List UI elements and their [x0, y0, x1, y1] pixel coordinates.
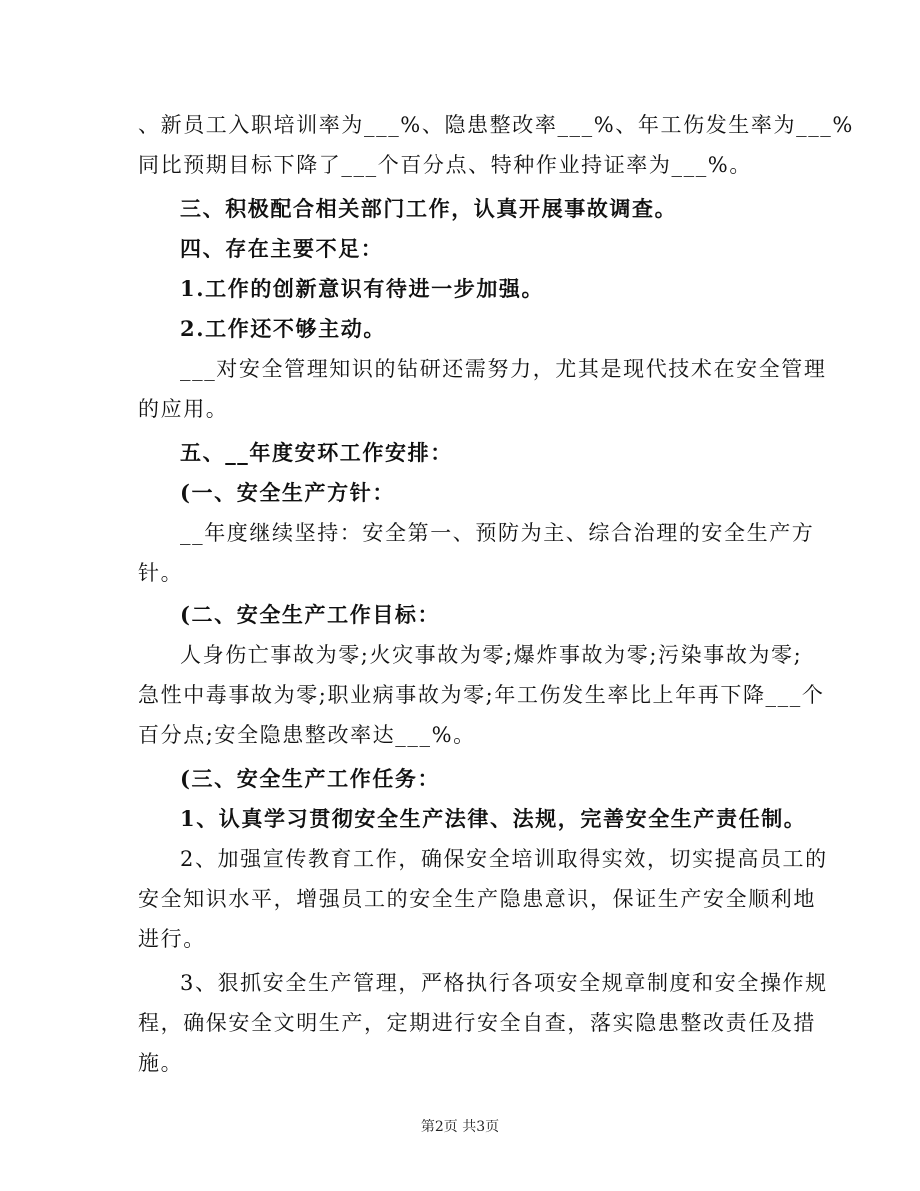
- body-text-line: 3、狠抓安全生产管理，严格执行各项安全规章制度和安全操作规: [180, 971, 828, 995]
- section-heading: 五、__年度安环工作安排：: [180, 440, 453, 465]
- body-text-line: ___对安全管理知识的钻研还需努力，尤其是现代技术在安全管理: [180, 357, 827, 381]
- body-text-line: 人身伤亡事故为零;火灾事故为零;爆炸事故为零;污染事故为零;: [180, 643, 803, 667]
- list-item: 1、认真学习贯彻安全生产法律、法规，完善安全生产责任制。: [180, 806, 807, 831]
- body-text-line: 急性中毒事故为零;职业病事故为零;年工伤发生率比上年再下降___个: [138, 683, 825, 707]
- subsection-heading: (二、安全生产工作目标：: [180, 602, 441, 627]
- body-text-line: 程，确保安全文明生产，定期进行安全自查，落实隐患整改责任及措: [138, 1011, 816, 1035]
- body-text-line: 进行。: [138, 927, 206, 951]
- subsection-heading: (三、安全生产工作任务：: [180, 766, 441, 791]
- body-text-line: 针。: [138, 561, 184, 585]
- body-text-line: 百分点;安全隐患整改率达___%。: [138, 723, 476, 747]
- body-text-line: 的应用。: [138, 397, 229, 421]
- body-text-line: 施。: [138, 1051, 184, 1075]
- list-item: 2.工作还不够主动。: [180, 316, 386, 341]
- subsection-heading: (一、安全生产方针：: [180, 480, 395, 505]
- page-number-footer: 第2页 共3页: [420, 1119, 500, 1135]
- section-heading: 三、积极配合相关部门工作，认真开展事故调查。: [180, 196, 678, 221]
- list-item: 1.工作的创新意识有待进一步加强。: [180, 276, 545, 301]
- body-text-line: 2、加强宣传教育工作，确保安全培训取得实效，切实提高员工的: [180, 847, 828, 871]
- body-text-line: 安全知识水平，增强员工的安全生产隐患意识，保证生产安全顺利地: [138, 887, 816, 911]
- section-heading: 四、存在主要不足：: [180, 236, 384, 261]
- body-text-line: 同比预期目标下降了___个百分点、特种作业持证率为___%。: [138, 153, 752, 177]
- body-text-line: __年度继续坚持：安全第一、预防为主、综合治理的安全生产方: [180, 521, 815, 545]
- body-text-line: 、新员工入职培训率为___%、隐患整改率___%、年工伤发生率为___%: [138, 113, 854, 137]
